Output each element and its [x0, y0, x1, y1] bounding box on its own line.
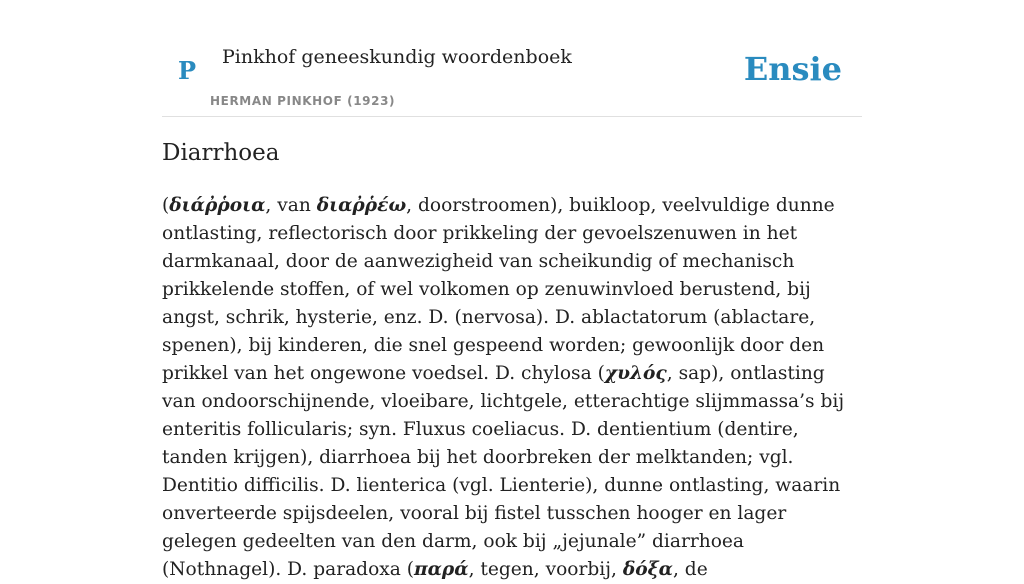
- entry-text: , tegen, voorbij,: [468, 559, 623, 580]
- source-author: HERMAN PINKHOF (1923): [210, 94, 396, 108]
- greek-term: διάῤῥοια: [169, 195, 266, 216]
- source-title-link[interactable]: Pinkhof geneeskundig woordenboek: [222, 46, 572, 68]
- entry-body: [162, 192, 864, 584]
- source-header: [162, 0, 862, 117]
- entry-title: Diarrhoea: [162, 140, 280, 166]
- entry-text: , van: [265, 195, 317, 216]
- greek-term: παρά: [414, 559, 469, 580]
- brand-logo[interactable]: Ensie: [743, 50, 842, 88]
- greek-term: δόξα: [622, 559, 673, 580]
- entry-text: , doorstroomen), buikloop, veelvuldige dunne ontlasting, reflectorisch door prikkeling der gevoelszenuwen in het darmkanaal, door de aanwezigheid van scheikundig of mechanisch prikkelende stoffen, of wel volkomen op zenuwinvloed berustend, bij angst, schrik, hysterie, enz. D. (nervosa). D. ablactatorum (ablactare, spenen), bij kinderen, die snel gespeend worden; gewoonlijk door den prikkel van het ongewone voedsel. D. chylosa (: [162, 195, 835, 384]
- entry-text: , sap), ontlasting van ondoorschijnende, vloeibare, lichtgele, etterachtige slijmmassa’s bij enteritis follicularis; syn. Fluxus coeliacus. D. dentientium (dentire, tanden krijgen), diarrhoea bij het doorbreken der melktanden; vgl. Dentitio difficilis. D. lienterica (vgl. Lienterie), dunne ontlasting, waarin onverteerde spijsdeelen, vooral bij fistel tusschen hooger en lager gelegen gedeelten van den darm, ook bij „jejunale” diarrhoea (Nothnagel). D. paradoxa (: [162, 363, 845, 580]
- greek-term: διαῤῥέω: [316, 195, 407, 216]
- greek-term: χυλός: [604, 363, 667, 384]
- entry-text: , de: [672, 559, 708, 580]
- source-logo[interactable]: P: [178, 56, 197, 85]
- entry-text: (: [162, 195, 170, 216]
- page: [162, 0, 862, 580]
